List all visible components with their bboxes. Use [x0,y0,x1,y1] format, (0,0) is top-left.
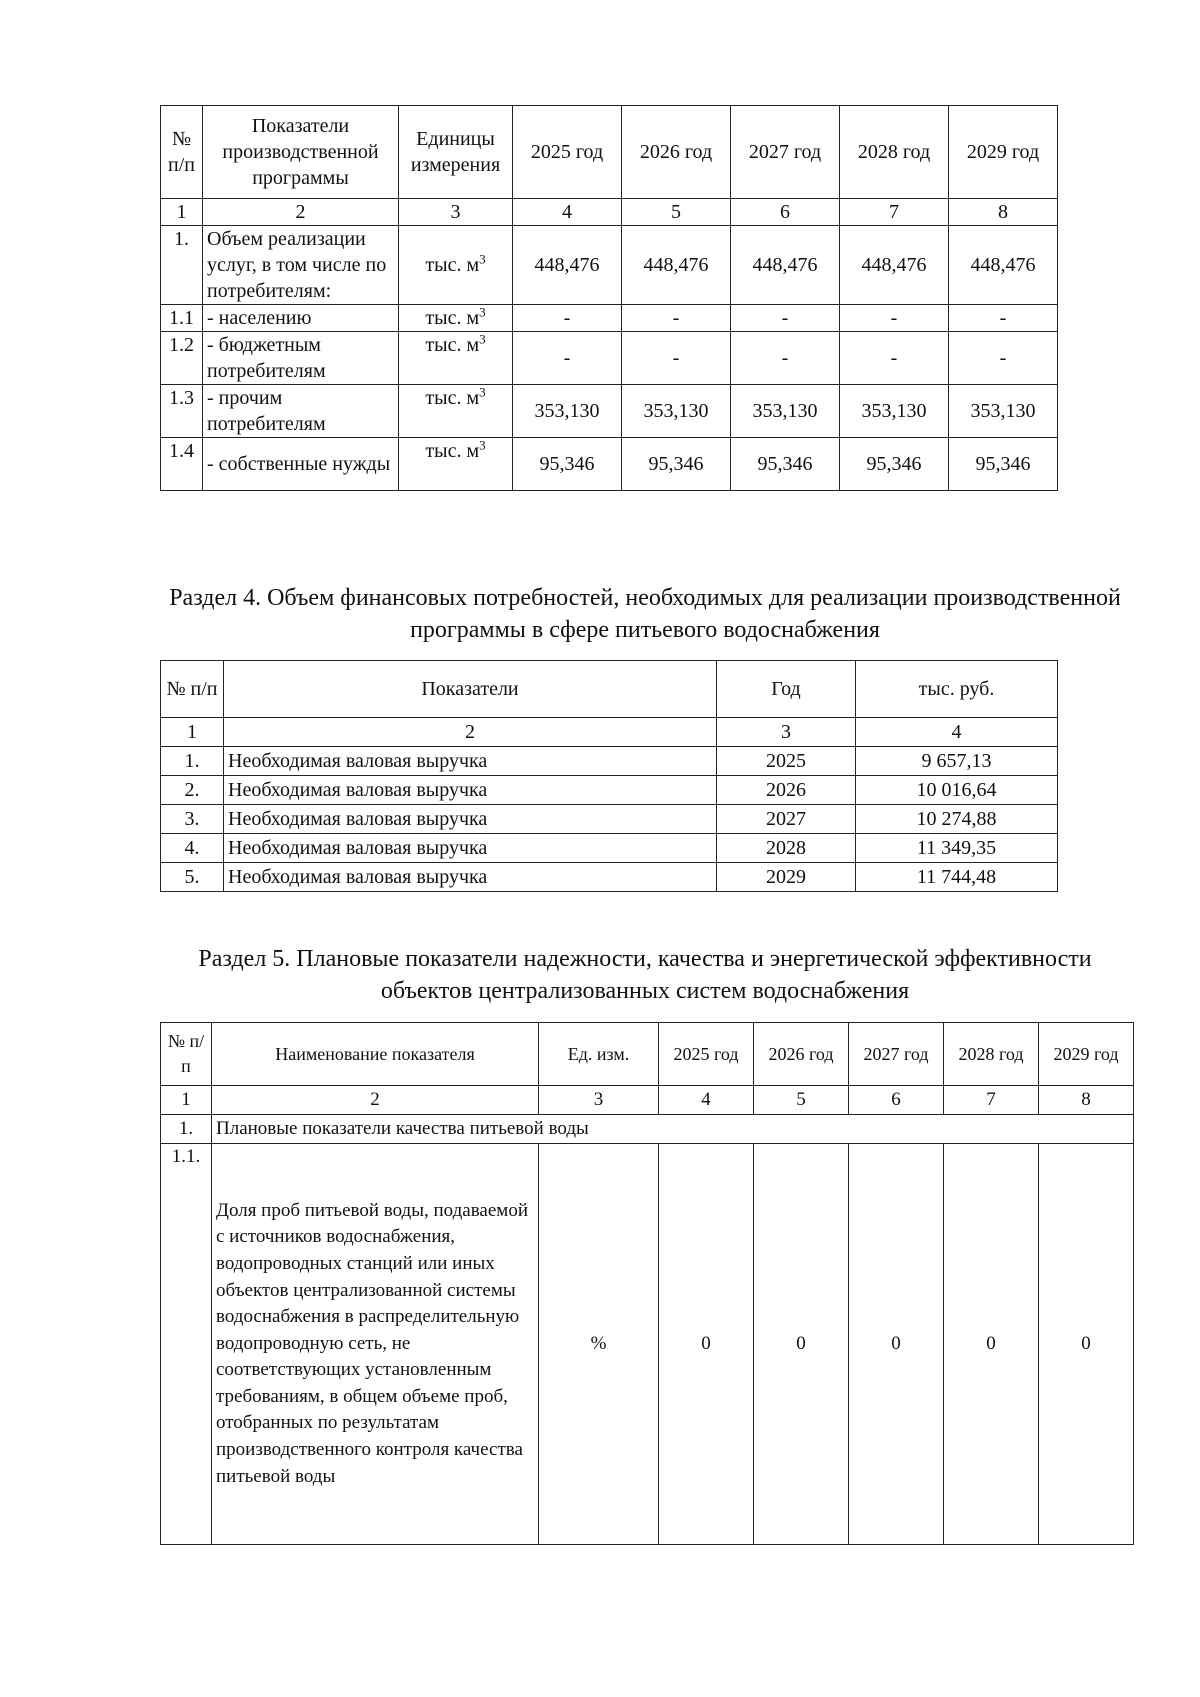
row-name: Объем реализации услуг, в том числе по потребителям: [203,226,399,305]
column-number: 8 [949,199,1058,226]
row-number: 2. [161,776,224,805]
value-cell: 10 274,88 [856,805,1058,834]
header-cell: № п/п [161,661,224,718]
section4-title: Раздел 4. Объем финансовых потребностей, необходимых для реализации производственной программы в сфере питьевого водоснабжения [169,585,1121,643]
value-cell: - [513,305,622,332]
column-number: 7 [944,1086,1039,1115]
value-cell: - [949,305,1058,332]
header-cell: 2025 год [513,106,622,199]
year-cell: 2025 [717,747,856,776]
row-number: 1.2 [161,332,203,385]
group-row [161,1115,1134,1144]
column-number-row [161,199,1058,226]
unit-text: тыс. м [425,307,480,329]
table-header-row [161,661,1058,718]
header-cell: Ед. изм. [539,1023,659,1086]
header-cell: Единицы измерения [399,106,513,199]
row-name: Необходимая валовая выручка [224,776,717,805]
table-row [161,747,1058,776]
header-cell: № п/п [161,106,203,199]
value-cell: - [622,332,731,385]
header-cell: 2026 год [622,106,731,199]
value-cell: 0 [1039,1144,1134,1545]
column-number: 1 [161,1086,212,1115]
header-cell: 2027 год [731,106,840,199]
row-name: - населению [203,305,399,332]
column-number-row [161,1086,1134,1115]
row-name: - бюджетным потребителям [203,332,399,385]
year-cell: 2029 [717,863,856,892]
row-number: 5. [161,863,224,892]
value-cell: - [731,332,840,385]
row-number: 1. [161,226,203,305]
value-cell: 0 [754,1144,849,1545]
table-row [161,385,1058,438]
unit-cell [399,385,513,438]
row-name: - прочим потребителям [203,385,399,438]
table-row [161,332,1058,385]
value-cell: - [513,332,622,385]
header-cell: Показатели [224,661,717,718]
header-cell: 2028 год [944,1023,1039,1086]
header-cell: 2028 год [840,106,949,199]
unit-cell [399,438,513,491]
column-number: 6 [849,1086,944,1115]
unit-text: тыс. м [425,254,480,276]
unit-superscript: 3 [479,384,486,400]
header-cell: 2027 год [849,1023,944,1086]
value-cell: 0 [944,1144,1039,1545]
row-number: 1.4 [161,438,203,491]
value-cell: 11 349,35 [856,834,1058,863]
value-cell: - [949,332,1058,385]
column-number: 2 [203,199,399,226]
row-number: 1.1. [161,1144,212,1545]
value-cell: 9 657,13 [856,747,1058,776]
column-number: 5 [754,1086,849,1115]
value-cell: 0 [659,1144,754,1545]
table-row [161,1144,1134,1545]
column-number: 8 [1039,1086,1134,1115]
column-number: 3 [539,1086,659,1115]
value-cell: - [840,305,949,332]
unit-cell: % [539,1144,659,1545]
value-cell: 11 744,48 [856,863,1058,892]
header-cell: 2029 год [949,106,1058,199]
value-cell: 448,476 [731,226,840,305]
header-cell: № п/п [161,1023,212,1086]
column-number: 4 [659,1086,754,1115]
quality-indicators-table [160,1022,1134,1545]
row-name: Необходимая валовая выручка [224,863,717,892]
unit-text: тыс. м [425,334,480,356]
unit-superscript: 3 [479,331,486,347]
value-cell: 353,130 [731,385,840,438]
row-name: Необходимая валовая выручка [224,805,717,834]
column-number: 2 [224,718,717,747]
header-cell: 2025 год [659,1023,754,1086]
column-number: 7 [840,199,949,226]
column-number: 4 [856,718,1058,747]
table-row [161,776,1058,805]
table-row [161,863,1058,892]
row-name: Доля проб питьевой воды, подаваемой с источников водоснабжения, водопроводных станций или иных объектов централизованной системы водоснабжения в распределительную водопроводную сеть, не соответствующих установленным требованиям, в общем объеме проб, отобранных по результатам производственного контроля качества питьевой воды [212,1144,539,1545]
value-cell: 448,476 [949,226,1058,305]
column-number: 3 [399,199,513,226]
year-cell: 2028 [717,834,856,863]
value-cell: - [731,305,840,332]
column-number: 3 [717,718,856,747]
value-cell: 448,476 [622,226,731,305]
column-number: 1 [161,718,224,747]
row-name: - собственные нужды [203,438,399,491]
financial-needs-table [160,660,1058,892]
value-cell: 95,346 [622,438,731,491]
row-name: Необходимая валовая выручка [224,747,717,776]
value-cell: 353,130 [513,385,622,438]
value-cell: - [622,305,731,332]
table-header-row [161,1023,1134,1086]
header-cell: Показатели производственной программы [203,106,399,199]
column-number: 4 [513,199,622,226]
column-number: 1 [161,199,203,226]
header-cell: тыс. руб. [856,661,1058,718]
value-cell: - [840,332,949,385]
table-row [161,834,1058,863]
year-cell: 2026 [717,776,856,805]
value-cell: 95,346 [513,438,622,491]
column-number: 2 [212,1086,539,1115]
row-name: Необходимая валовая выручка [224,834,717,863]
value-cell: 353,130 [840,385,949,438]
row-number: 1.3 [161,385,203,438]
row-number: 1.1 [161,305,203,332]
table-row [161,305,1058,332]
unit-cell [399,226,513,305]
group-name: Плановые показатели качества питьевой воды [212,1115,1134,1144]
value-cell: 10 016,64 [856,776,1058,805]
value-cell: 0 [849,1144,944,1545]
header-cell: Год [717,661,856,718]
unit-cell [399,305,513,332]
table-row [161,226,1058,305]
value-cell: 448,476 [513,226,622,305]
unit-superscript: 3 [479,437,486,453]
unit-superscript: 3 [479,251,486,267]
column-number: 6 [731,199,840,226]
header-cell: 2026 год [754,1023,849,1086]
value-cell: 353,130 [622,385,731,438]
table-header-row [161,106,1058,199]
unit-text: тыс. м [425,440,480,462]
column-number: 5 [622,199,731,226]
year-cell: 2027 [717,805,856,834]
unit-text: тыс. м [425,387,480,409]
value-cell: 448,476 [840,226,949,305]
table-row [161,438,1058,491]
header-cell: 2029 год [1039,1023,1134,1086]
table-row [161,805,1058,834]
header-cell: Наименование показателя [212,1023,539,1086]
value-cell: 353,130 [949,385,1058,438]
column-number-row [161,718,1058,747]
value-cell: 95,346 [949,438,1058,491]
row-number: 1. [161,1115,212,1144]
value-cell: 95,346 [840,438,949,491]
production-program-table [160,105,1058,491]
value-cell: 95,346 [731,438,840,491]
unit-cell [399,332,513,385]
section5-title: Раздел 5. Плановые показатели надежности, качества и энергетической эффективности объектов централизованных систем водоснабжения [198,946,1092,1004]
row-number: 3. [161,805,224,834]
row-number: 4. [161,834,224,863]
unit-superscript: 3 [479,304,486,320]
row-number: 1. [161,747,224,776]
